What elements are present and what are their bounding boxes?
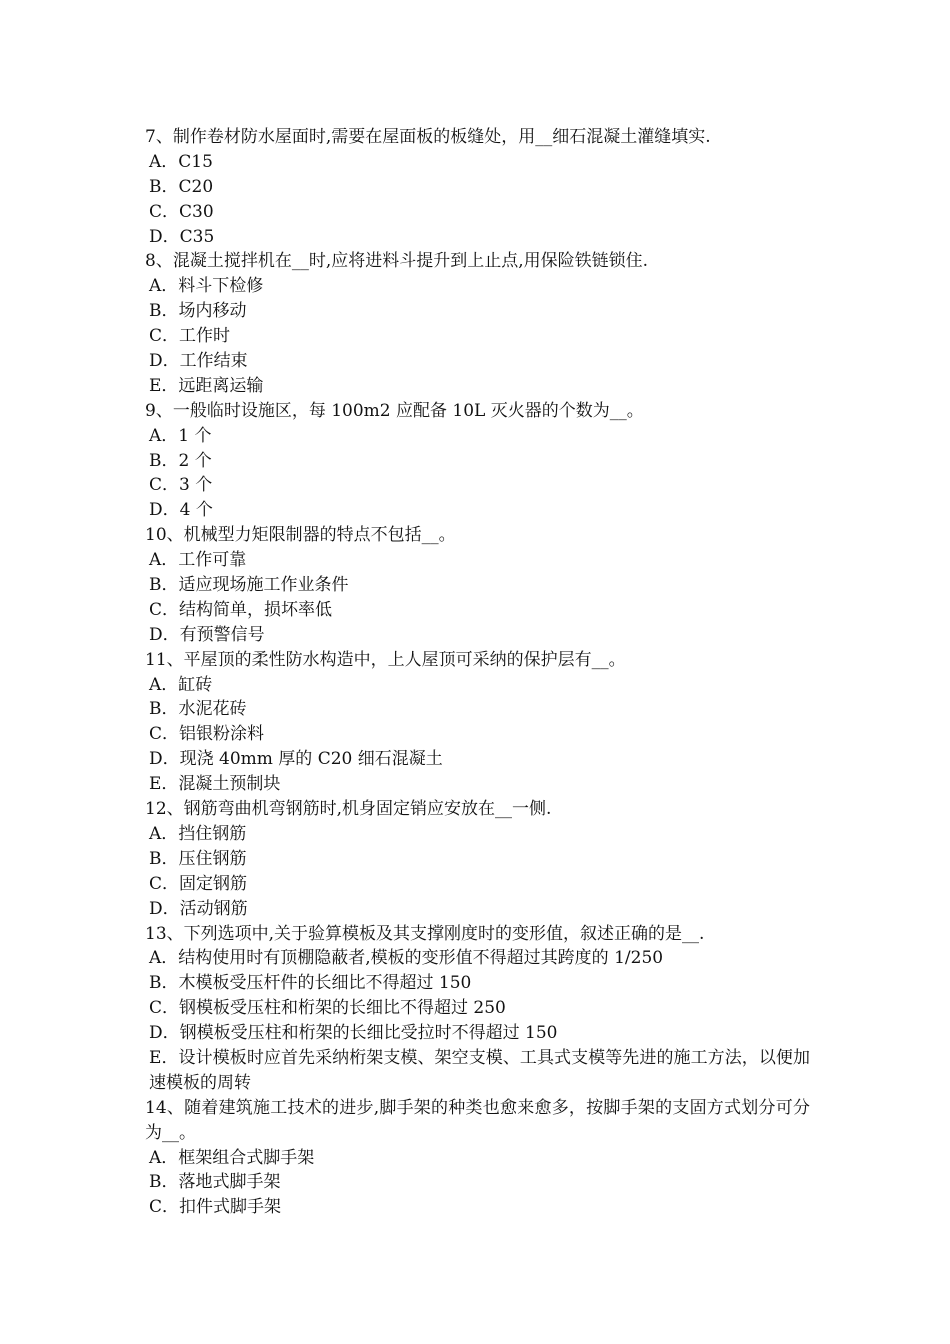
answer-option: A．框架组合式脚手架 bbox=[149, 1147, 315, 1168]
answer-option: D．4 个 bbox=[149, 500, 213, 521]
answer-option: D．有预警信号 bbox=[149, 624, 265, 645]
answer-option: B．场内移动 bbox=[149, 301, 247, 322]
answer-option: D．活动钢筋 bbox=[149, 898, 248, 919]
question-stem: 14、随着建筑施工技术的进步,脚手架的种类也愈来愈多，按脚手架的支固方式划分可分为__。 bbox=[145, 1097, 810, 1143]
question-stem: 13、下列选项中,关于验算模板及其支撑刚度时的变形值，叙述正确的是__. bbox=[145, 923, 705, 944]
answer-option: C．钢模板受压柱和桁架的长细比不得超过 250 bbox=[149, 998, 506, 1019]
answer-option: B．适应现场施工作业条件 bbox=[149, 575, 349, 596]
answer-option: D．工作结束 bbox=[149, 351, 248, 372]
question-stem: 11、平屋顶的柔性防水构造中，上人屋顶可采纳的保护层有__。 bbox=[145, 649, 626, 670]
question-stem: 12、钢筋弯曲机弯钢筋时,机身固定销应安放在__一侧. bbox=[145, 799, 552, 820]
answer-option: A．挡住钢筋 bbox=[149, 823, 247, 844]
answer-option: E．混凝土预制块 bbox=[149, 774, 281, 795]
answer-option: D．现浇 40mm 厚的 C20 细石混凝土 bbox=[149, 749, 443, 770]
answer-option: B．压住钢筋 bbox=[149, 848, 247, 869]
answer-option: E．设计模板时应首先采纳桁架支模、架空支模、工具式支模等先进的施工方法，以便加速模板的周转 bbox=[149, 1047, 810, 1093]
question-stem: 8、混凝土搅拌机在__时,应将进料斗提升到上止点,用保险铁链锁住. bbox=[145, 251, 649, 272]
question-stem: 9、一般临时设施区，每 100m2 应配备 10L 灭火器的个数为__。 bbox=[145, 400, 644, 421]
answer-option: C．扣件式脚手架 bbox=[149, 1197, 282, 1218]
answer-option: B．水泥花砖 bbox=[149, 699, 247, 720]
answer-option: A．工作可靠 bbox=[149, 550, 247, 571]
answer-option: C．结构简单，损坏率低 bbox=[149, 599, 333, 620]
answer-option: D．C35 bbox=[149, 226, 215, 247]
answer-option: D．钢模板受压柱和桁架的长细比受拉时不得超过 150 bbox=[149, 1023, 558, 1044]
answer-option: C．3 个 bbox=[149, 475, 213, 496]
answer-option: A．C15 bbox=[149, 151, 213, 172]
answer-option: B．落地式脚手架 bbox=[149, 1172, 281, 1193]
answer-option: E．远距离运输 bbox=[149, 375, 264, 396]
question-stem: 10、机械型力矩限制器的特点不包括__。 bbox=[145, 525, 456, 546]
answer-option: B．木模板受压杆件的长细比不得超过 150 bbox=[149, 973, 472, 994]
question-list bbox=[145, 125, 810, 1220]
answer-option: B．2 个 bbox=[149, 450, 212, 471]
answer-option: C．固定钢筋 bbox=[149, 873, 248, 894]
answer-option: A．结构使用时有顶棚隐蔽者,模板的变形值不得超过其跨度的 1/250 bbox=[149, 948, 664, 969]
answer-option: A．料斗下检修 bbox=[149, 276, 264, 297]
answer-option: B．C20 bbox=[149, 176, 214, 197]
question-stem: 7、制作卷材防水屋面时,需要在屋面板的板缝处，用__细石混凝土灌缝填实. bbox=[145, 127, 711, 147]
answer-option: C．工作时 bbox=[149, 326, 231, 347]
answer-option: C．铝银粉涂料 bbox=[149, 724, 265, 745]
answer-option: C．C30 bbox=[149, 201, 214, 222]
answer-option: A．缸砖 bbox=[149, 674, 213, 695]
answer-option: A．1 个 bbox=[149, 425, 212, 446]
